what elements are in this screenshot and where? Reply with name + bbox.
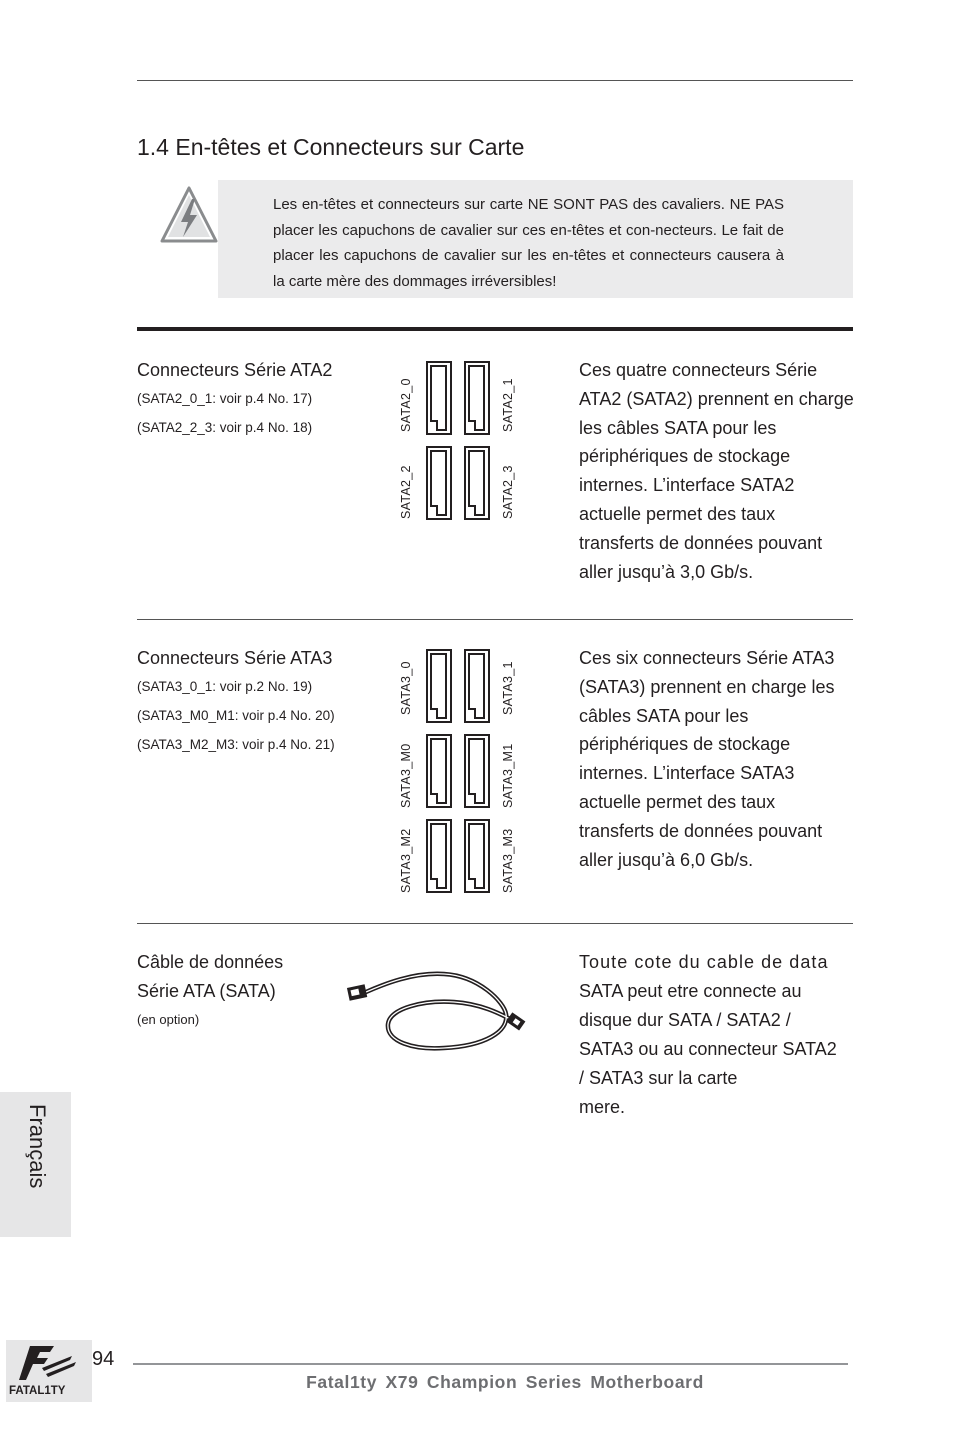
sata3-ref-3: (SATA3_M2_M3: voir p.4 No. 21) [137,737,335,752]
sata3-ref-1: (SATA3_0_1: voir p.2 No. 19) [137,679,313,694]
sata-cable-illustration [344,962,534,1058]
sata3-label-left-2: SATA3_M0 [399,743,413,808]
sata2-label-right-1: SATA2_1 [501,378,515,432]
sata-connector-icon [426,446,452,520]
sata2-description: Ces quatre connecteurs Série ATA2 (SATA2) prennent en charge les câbles SATA pour les périphériques de stockage internes. L’interface SATA2 actuelle permet des taux transferts de données pouvant aller jusqu’à 3,0 Gb/s. [579,360,854,582]
sata-connector-icon [464,734,490,808]
sata2-label-left-1: SATA2_0 [399,378,413,432]
cable-description-line-3: disque dur SATA / SATA2 / [579,1010,791,1030]
sata-connector-icon [464,649,490,723]
sata3-label-left-1: SATA3_0 [399,661,413,715]
sata3-label-right-1: SATA3_1 [501,661,515,715]
sata2-label-right-2: SATA2_3 [501,465,515,519]
language-label: Français [25,1104,50,1189]
sata3-label-right-2: SATA3_M1 [501,743,515,808]
sata-connector-icon [426,734,452,808]
cable-description-line-2: SATA peut etre connecte au [579,981,802,1001]
sata-connector-icon [426,649,452,723]
sata3-label-left-3: SATA3_M2 [399,828,413,893]
footer-rule [133,1363,848,1365]
page-number: 94 [92,1348,115,1370]
sata-connector-icon [426,819,452,893]
sata2-title: Connecteurs Série ATA2 [137,360,333,380]
top-rule [137,80,853,81]
sata3-label-right-3: SATA3_M3 [501,828,515,893]
warning-lightning-icon [158,185,220,247]
section-divider [137,619,853,620]
sata-connector-icon [464,819,490,893]
cable-description-line-4: SATA3 ou au connecteur SATA2 [579,1039,837,1059]
sata3-description: Ces six connecteurs Série ATA3 (SATA3) prennent en charge les câbles SATA pour les périphériques de stockage internes. L’interface SATA3 actuelle permet des taux transferts de données pouvant aller jusqu’à 6,0 Gb/s. [579,648,835,870]
sata-connector-icon [426,361,452,435]
language-tab [0,1092,71,1237]
warning-box [218,180,853,298]
cable-description-line-5: / SATA3 sur la carte [579,1068,738,1088]
sata2-label-left-2: SATA2_2 [399,465,413,519]
cable-description-line-1: Toute cote du cable de data [579,952,829,972]
logo-text: FATAL1TY [9,1385,66,1397]
sata-connector-icon [464,446,490,520]
section-title: 1.4 En-têtes et Connecteurs sur Carte [137,134,525,160]
thick-separator [137,327,853,331]
cable-title-line-2: Série ATA (SATA) [137,981,276,1001]
section-divider [137,923,853,924]
cable-title-line-1: Câble de données [137,952,284,972]
sata3-title: Connecteurs Série ATA3 [137,648,333,668]
warning-text: Les en-têtes et connecteurs sur carte NE SONT PAS des cavaliers. NE PAS placer les capuchons de cavalier sur ces en-têtes et con-necteurs. Le fait de placer les capuchons de cavalier sur les en-têtes et connecteurs causera à la carte mère des dommages irréversibles! [273,196,784,290]
sata2-ref-2: (SATA2_2_3: voir p.4 No. 18) [137,420,313,435]
footer-title: Fatal1ty X79 Champion Series Motherboard [306,1372,704,1392]
sata2-ref-1: (SATA2_0_1: voir p.4 No. 17) [137,391,313,406]
cable-note: (en option) [137,1012,200,1027]
sata3-ref-2: (SATA3_M0_M1: voir p.4 No. 20) [137,708,335,723]
sata-connector-icon [464,361,490,435]
cable-description-line-6: mere. [579,1097,626,1117]
